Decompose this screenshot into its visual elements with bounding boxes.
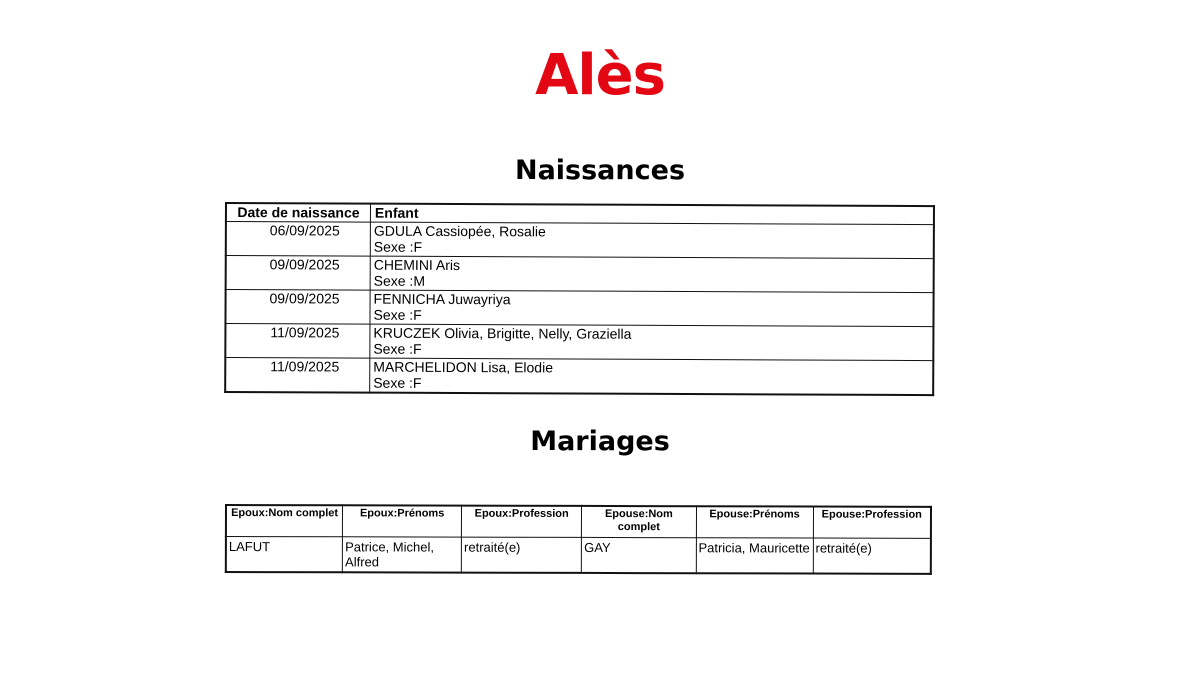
husband-profession: retraité(e) [461, 537, 581, 573]
column-husband-name: Epoux:Nom complet [226, 505, 343, 537]
birth-date: 09/09/2025 [226, 256, 371, 291]
child-cell [370, 290, 934, 326]
child-sex: Sexe :F [373, 374, 422, 391]
child-name: FENNICHA Juwayriya [373, 290, 511, 308]
table-row [226, 537, 931, 574]
child-cell [370, 222, 934, 258]
column-wife-name: Epouse:Nom complet [582, 506, 696, 538]
child-name: CHEMINI Aris [373, 256, 461, 274]
city-title: Alès [535, 43, 665, 108]
column-husband-first-names: Epoux:Prénoms [343, 505, 462, 537]
child-sex: Sexe :F [373, 340, 422, 357]
child-sex: Sexe :F [373, 238, 423, 255]
table-row [225, 290, 933, 327]
births-table [224, 202, 935, 396]
table-row [226, 256, 934, 293]
marriages-header-row [226, 505, 931, 538]
child-cell [370, 256, 934, 292]
birth-date: 09/09/2025 [225, 290, 370, 325]
child-sex: Sexe :F [373, 306, 422, 323]
table-row [225, 324, 933, 361]
wife-profession: retraité(e) [813, 538, 931, 574]
births-header-row [226, 203, 934, 225]
birth-date: 11/09/2025 [225, 324, 370, 359]
birth-date: 11/09/2025 [225, 358, 370, 393]
marriages-table [225, 504, 932, 575]
child-name: GDULA Cassiopée, Rosalie [373, 222, 546, 240]
column-wife-profession: Epouse:Profession [813, 507, 931, 539]
child-cell [370, 358, 934, 395]
table-row [226, 222, 934, 259]
births-heading: Naissances [514, 155, 686, 186]
husband-name: LAFUT [226, 537, 343, 573]
births-column-child: Enfant [370, 204, 934, 225]
table-row [225, 358, 933, 396]
child-sex: Sexe :M [373, 272, 426, 289]
column-husband-profession: Epoux:Profession [462, 506, 582, 538]
wife-first-names: Patricia, Mauricette [696, 538, 813, 574]
column-wife-first-names: Epouse:Prénoms [696, 506, 813, 538]
child-name: KRUCZEK Olivia, Brigitte, Nelly, Graziella [373, 324, 632, 342]
husband-first-names: Patrice, Michel, Alfred [343, 537, 462, 573]
births-column-date: Date de naissance [226, 203, 371, 222]
marriages-heading: Mariages [530, 426, 670, 457]
child-cell [370, 324, 934, 360]
wife-name: GAY [582, 537, 696, 573]
child-name: MARCHELIDON Lisa, Elodie [373, 358, 554, 376]
birth-date: 06/09/2025 [226, 222, 371, 257]
